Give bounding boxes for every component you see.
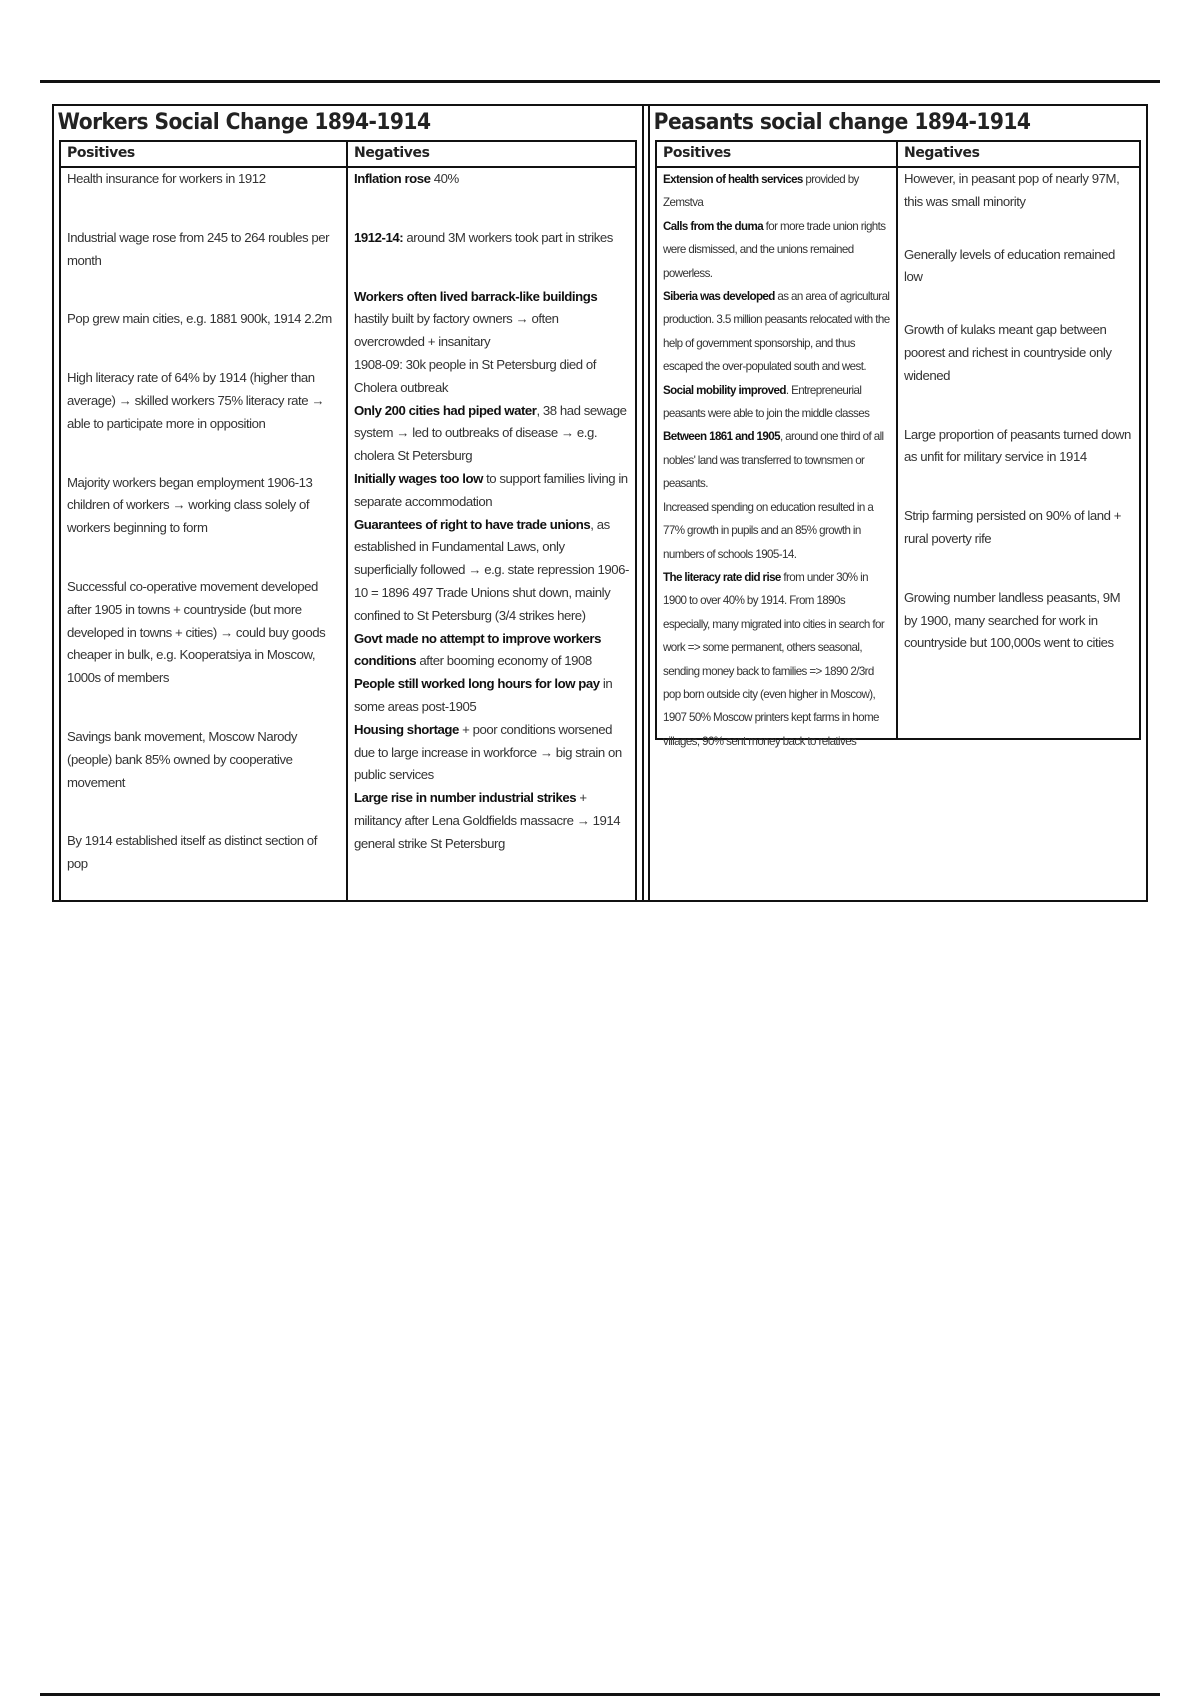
peasants-negative-item: Growing number landless peasants, 9M by 1900, many searched for work in countryside but 100,000s went to cities [904,589,1121,651]
peasants-negative-item: Growth of kulaks meant gap between poorest and richest in countryside only widened [904,322,1112,383]
workers-negative-item: Govt made no attempt to improve workers conditions after booming economy of 1908 [354,630,601,669]
peasants-negative-item: However, in peasant pop of nearly 97M, this was small minority [904,171,1120,209]
workers-negative-item: Housing shortage + poor conditions worsened due to large increase in workforce → big strain on public services [354,721,622,783]
peasants-positive-item: Extension of health services provided by Zemstva [663,173,859,210]
peasants-negative-item: Large proportion of peasants turned down as unfit for military service in 1914 [904,426,1131,465]
peasants-positive-item: Social mobility improved. Entrepreneurial peasants were able to join the middle classes [663,383,870,421]
workers-positive-item: By 1914 established itself as distinct section of pop [67,833,317,872]
peasants-table [655,140,1141,748]
workers-negatives-column [348,168,635,900]
peasants-table-header [657,142,1139,168]
peasants-negatives-column [898,168,1139,738]
workers-negative-item: Inflation rose 40% [354,171,459,186]
workers-negative-item: 1908-09: 30k people in St Petersburg died of Cholera outbreak [354,356,596,395]
workers-table-header [61,142,635,168]
workers-positive-item: Majority workers began employment 1906-13 children of workers → working class solely of workers beginning to form [67,474,313,536]
workers-title: Workers Social Change 1894-1914 [57,110,431,135]
peasants-negatives-header: Negatives [904,145,980,161]
workers-panel [54,106,644,900]
peasants-title: Peasants social change 1894-1914 [653,110,1031,135]
top-rule [40,80,1160,83]
workers-positive-item: Savings bank movement, Moscow Narody (people) bank 85% owned by cooperative movement [67,728,298,790]
workers-negative-item: Guarantees of right to have trade unions, as established in Fundamental Laws, only superficially followed → e.g. state repression 1906-10 = 1896 497 Trade Unions shut down, mainly confined to St Petersburg (3/4 strikes here) [354,516,629,623]
workers-positives-column [61,168,348,900]
workers-negative-item: Only 200 cities had piped water, 38 had sewage system → led to outbreaks of disease → e.g. cholera St Petersburg [354,402,627,464]
workers-negative-item: Workers often lived barrack-like buildings hastily built by factory owners → often overcrowded + insanitary [354,288,598,350]
peasants-negative-item: Generally levels of education remained low [904,246,1115,285]
workers-negative-item: People still worked long hours for low pay in some areas post-1905 [354,676,613,714]
peasants-positive-item: Siberia was developed as an area of agricultural production. 3.5 million peasants relocated with the help of government sponsorship, and thus escaped the over-populated south and west. [663,290,890,374]
workers-table [59,140,637,900]
bottom-rule [40,1693,1160,1696]
peasants-positives-header: Positives [657,142,898,166]
workers-positive-item: Successful co-operative movement developed after 1905 in towns + countryside (but more developed in towns + cities) → could buy goods cheaper in bulk, e.g. Kooperatsiya in Moscow, 1000s of members [67,578,326,686]
workers-negative-item: 1912-14: around 3M workers took part in strikes [354,229,613,245]
workers-positive-item: High literacy rate of 64% by 1914 (higher than average) → skilled workers 75% literacy rate → able to participate more in opposition [67,370,325,431]
workers-negative-item: Large rise in number industrial strikes + militancy after Lena Goldfields massacre → 1914 general strike St Petersburg [354,790,621,851]
peasants-positive-item: Calls from the duma for more trade union rights were dismissed, and the unions remained powerless. [663,219,886,280]
peasants-positive-item: Between 1861 and 1905, around one third of all nobles' land was transferred to townsmen or peasants. [663,430,884,491]
peasants-negative-item: Strip farming persisted on 90% of land + rural poverty rife [904,508,1121,546]
peasants-positives-column [657,168,898,748]
workers-positives-header: Positives [61,142,348,166]
workers-positive-item: Industrial wage rose from 245 to 264 roubles per month [67,229,330,268]
workers-positive-item: Pop grew main cities, e.g. 1881 900k, 1914 2.2m [67,311,332,327]
peasants-positive-item: The literacy rate did rise from under 30% in 1900 to over 40% by 1914. From 1890s especially, many migrated into cities in search for work => some permanent, others seasonal, sending money back to families => 1890 2/3rd pop born outside city (even higher in Moscow), 1907 50% Moscow printers kept farms in home villages, 90% sent money back to relatives [663,570,885,748]
notes-frame [52,104,1148,902]
peasants-positive-item: Increased spending on education resulted in a 77% growth in pupils and an 85% growth in numbers of schools 1905-14. [663,500,874,561]
workers-negative-item: Initially wages too low to support families living in separate accommodation [354,470,628,509]
workers-negatives-header: Negatives [354,145,430,161]
workers-positive-item: Health insurance for workers in 1912 [67,171,266,186]
peasants-panel [648,106,1146,900]
